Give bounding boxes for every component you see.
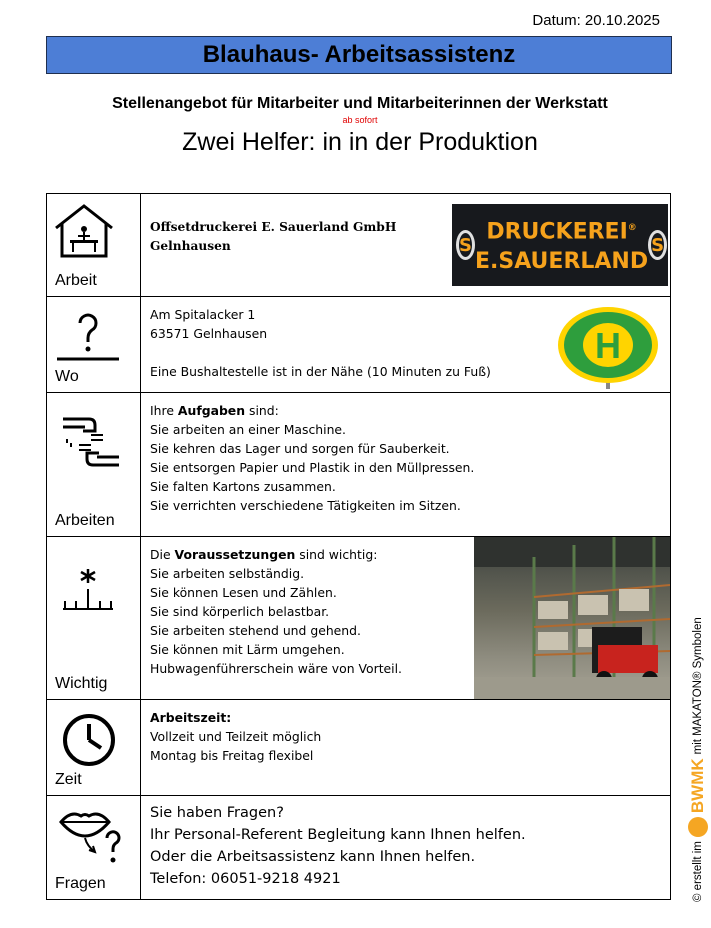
row-arbeiten [47,393,671,537]
wichtig-label: Wichtig [55,675,108,692]
row-wichtig [47,537,671,700]
page-title: Blauhaus- Arbeitsassistenz [46,36,672,74]
arbeiten-text-cell [141,393,671,537]
start-note: ab sofort [342,115,378,125]
bus-stop-note: Eine Bushaltestelle ist in der Nähe (10 Minuten zu Fuß) [150,364,491,379]
tasks-intro: Ihre Aufgaben sind: [150,403,279,418]
task-item: Sie falten Kartons zusammen. [150,479,336,494]
row-zeit [47,700,671,796]
fragen-text-cell [141,796,671,900]
arbeit-label: Arbeit [55,272,97,289]
fragen-icon-cell [47,796,141,900]
zeit-text-cell [141,700,671,796]
credit-vertical [688,617,708,902]
requirement-item: Sie können Lesen und Zählen. [150,585,337,600]
task-item: Sie verrichten verschiedene Tätigkeiten im Sitzen. [150,498,461,513]
company-logo [452,204,668,286]
arbeit-text-cell [141,194,671,297]
company-name: Offsetdruckerei E. Sauerland GmbH [150,220,397,234]
wo-label: Wo [55,368,79,385]
arbeit-icon-cell [47,194,141,297]
row-fragen [47,796,671,900]
worktime-line: Vollzeit und Teilzeit möglich [150,729,322,744]
requirement-item: Sie sind körperlich belastbar. [150,604,330,619]
requirement-item: Hubwagenführerschein wäre von Vorteil. [150,661,402,676]
zeit-label: Zeit [55,771,82,788]
logo-line1: DRUCKEREI [486,219,628,245]
requirement-item: Sie können mit Lärm umgehen. [150,642,345,657]
important-star-icon [61,567,115,613]
brand-name: BWMK [688,758,707,814]
questions-line: Ihr Personal-Referent Begleitung kann Ihnen helfen. [150,827,526,843]
warehouse-forklift-photo [474,537,670,699]
task-item: Sie arbeiten an einer Maschine. [150,422,346,437]
speaking-mouth-question-icon [57,804,129,870]
bus-stop-icon [556,305,660,391]
task-item: Sie entsorgen Papier und Plastik in den Müllpressen. [150,460,475,475]
address-street: Am Spitalacker 1 [150,307,256,322]
working-hands-icon [61,413,121,469]
requirement-item: Sie arbeiten selbständig. [150,566,305,581]
questions-line: Oder die Arbeitsassistenz kann Ihnen helfen. [150,849,476,865]
wo-icon-cell [47,297,141,393]
task-item: Sie kehren das Lager und sorgen für Sauberkeit. [150,441,450,456]
logo-line2: E.SAUERLAND [474,249,649,275]
fragen-label: Fragen [55,875,106,892]
arbeiten-label: Arbeiten [55,512,115,529]
credit-suffix: mit MAKATON® Symbolen [692,617,704,755]
wichtig-text-cell [141,537,671,700]
address-zip-city: 63571 Gelnhausen [150,326,268,341]
contact-phone: Telefon: 06051-9218 4921 [150,871,341,887]
requirements-intro: Die Voraussetzungen sind wichtig: [150,547,378,562]
job-headline: Zwei Helfer: in in der Produktion [182,128,538,156]
zeit-icon-cell [47,700,141,796]
questions-line: Sie haben Fragen? [150,805,284,821]
company-city: Gelnhausen [150,239,231,253]
worktime-title: Arbeitszeit: [150,710,232,725]
logo-swirl-right-icon: S [648,230,667,260]
bwmk-logo-icon [688,817,708,837]
date-label: Datum: 20.10.2025 [532,12,660,29]
worktime-line: Montag bis Freitag flexibel [150,748,314,763]
arbeiten-icon-cell [47,393,141,537]
job-offer-subtitle: Stellenangebot für Mitarbeiter und Mitarbeiterinnen der Werkstatt [112,95,608,112]
row-arbeit [47,194,671,297]
clock-icon [61,712,117,768]
question-location-icon [55,311,121,363]
workplace-icon [53,202,115,258]
bus-stop-letter: H [595,325,621,366]
logo-reg-mark: ® [627,222,637,233]
credit-prefix: © erstellt im [692,841,704,902]
logo-swirl-left-icon: S [456,230,475,260]
job-info-table [46,193,671,900]
wichtig-icon-cell [47,537,141,700]
requirement-item: Sie arbeiten stehend und gehend. [150,623,361,638]
wo-text-cell [141,297,671,393]
row-wo [47,297,671,393]
